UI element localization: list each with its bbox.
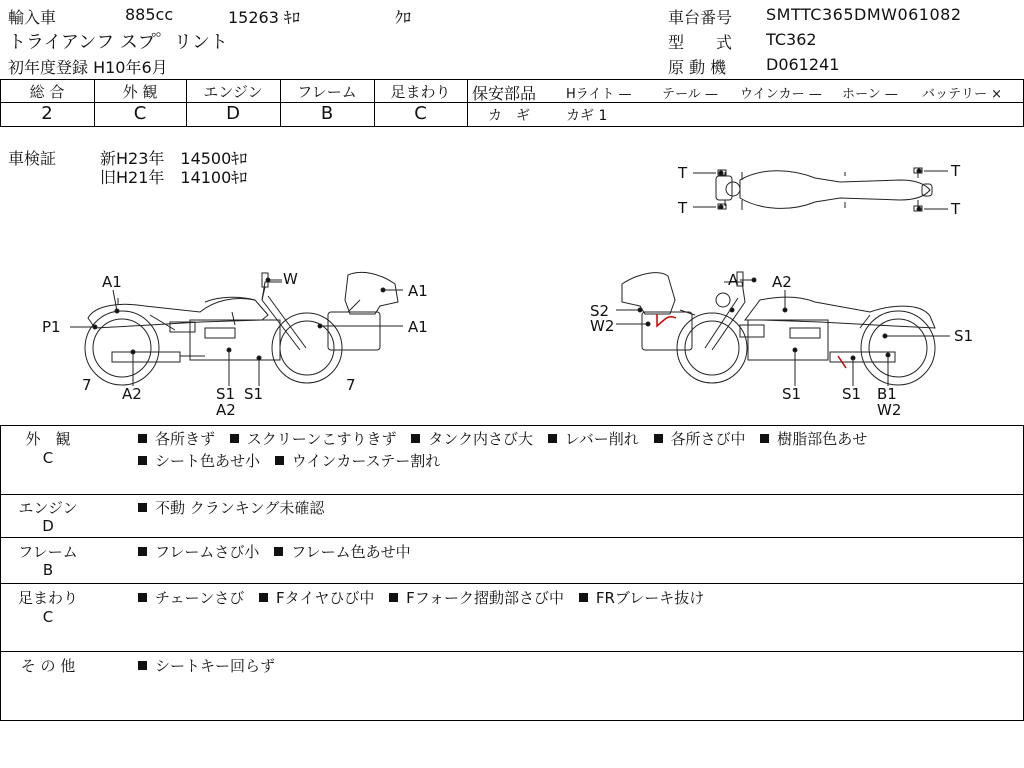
- key-label: カ ギ: [488, 108, 530, 124]
- inspection-old: 旧H21年 14100ｷﾛ: [100, 168, 248, 187]
- comment-item: 各所さび中: [670, 430, 746, 448]
- right-label-a2: A2: [772, 273, 792, 291]
- comment-item: 不動 クランキング未確認: [155, 499, 325, 517]
- comment-label-suspension: 足まわり: [17, 589, 78, 607]
- comment-item: タンク内さび大: [428, 430, 533, 448]
- top-label-t4: T: [951, 200, 961, 218]
- right-label-s1-rear: S1: [954, 327, 974, 345]
- comment-line-exterior-1: [138, 428, 877, 449]
- comment-item: シートキー回らず: [155, 657, 276, 675]
- right-label-s1-engine: S1: [782, 385, 802, 403]
- comment-item: シート色あせ小: [155, 452, 261, 470]
- comment-grade-engine: D: [42, 517, 54, 535]
- comment-item: Fタイヤひび中: [276, 589, 375, 607]
- engine-label: 原 動 機: [668, 58, 727, 77]
- left-label-s1-a: S1: [216, 385, 236, 403]
- inspection-new: 新H23年 14500ｷﾛ: [100, 149, 248, 168]
- type-label: 型 式: [668, 33, 733, 52]
- comment-grade-frame: B: [42, 561, 54, 579]
- left-label-a2-b: A2: [216, 401, 236, 419]
- comment-item: レバー削れ: [564, 430, 639, 448]
- grade-exterior: C: [133, 103, 147, 124]
- comment-label-other: そ の 他: [20, 657, 76, 675]
- inspection-label: 車検証: [8, 149, 57, 168]
- left-label-w: W: [283, 270, 298, 288]
- left-label-a1-cowl: A1: [408, 318, 428, 336]
- grade-suspension: C: [414, 103, 427, 124]
- comment-item: スクリーンこすりきず: [246, 430, 397, 448]
- grade-header-frame: フレーム: [297, 83, 357, 101]
- comment-item: 樹脂部色あせ: [777, 430, 868, 448]
- left-label-a2: A2: [122, 385, 142, 403]
- comment-item: フレームさび小: [155, 543, 260, 561]
- comment-label-engine: エンジン: [18, 499, 78, 517]
- color: ｸﾛ: [395, 8, 412, 27]
- top-label-t3: T: [951, 162, 961, 180]
- comment-line-exterior-2: [138, 450, 450, 471]
- left-label-p1: P1: [42, 318, 61, 336]
- comment-label-exterior: 外 観: [25, 430, 71, 448]
- comment-label-frame: フレーム: [18, 543, 78, 561]
- right-label-a: A: [728, 271, 739, 289]
- first-registration: 初年度登録 H10年6月: [8, 58, 168, 77]
- grade-header-exterior: 外 観: [122, 83, 158, 101]
- left-label-a1-seat: A1: [102, 273, 122, 291]
- comment-item: フレーム色あせ中: [291, 543, 411, 561]
- grade-header-engine: エンジン: [203, 83, 263, 101]
- comment-line-engine: [138, 497, 334, 518]
- grade-overall: 2: [41, 103, 53, 124]
- top-label-t2: T: [678, 199, 688, 217]
- comment-item: Fフォーク摺動部さび中: [406, 589, 565, 607]
- mileage: 15263 ｷﾛ: [228, 8, 300, 27]
- import-label: 輸入車: [8, 8, 57, 27]
- displacement: 885cc: [125, 5, 174, 24]
- comment-item: FRブレーキ抜け: [595, 589, 705, 607]
- comment-line-other: [138, 655, 285, 676]
- grade-header-suspension: 足まわり: [390, 83, 451, 101]
- safety-taillight: テール —: [662, 87, 718, 102]
- chassis-number: SMTTC365DMW061082: [766, 5, 962, 24]
- key-value: カギ 1: [566, 108, 608, 124]
- left-label-7-front: 7: [346, 376, 356, 394]
- safety-battery: バッテリー ×: [922, 87, 1003, 102]
- comment-grade-exterior: C: [42, 449, 54, 467]
- comment-line-suspension: [138, 587, 714, 608]
- safety-headlight: Hライト —: [566, 87, 632, 102]
- comment-item: 各所きず: [155, 430, 216, 448]
- chassis-label: 車台番号: [668, 8, 733, 27]
- grade-header-overall: 総 合: [29, 83, 65, 101]
- type-number: TC362: [766, 30, 817, 49]
- right-label-b1: B1: [877, 385, 897, 403]
- safety-winker: ウインカー —: [740, 87, 822, 102]
- engine-number: D061241: [766, 55, 840, 74]
- right-label-w2: W2: [590, 317, 615, 335]
- right-label-s2: S2: [590, 302, 610, 320]
- safety-label: 保安部品: [472, 84, 537, 103]
- model-name: トライアンフ スプ゜リント: [8, 32, 228, 53]
- left-label-7-rear: 7: [82, 376, 92, 394]
- grade-frame: B: [320, 103, 334, 124]
- comment-item: チェーンさび: [155, 589, 245, 607]
- right-label-s1-muffler: S1: [842, 385, 862, 403]
- top-label-t1: T: [678, 164, 688, 182]
- comment-line-frame: [138, 541, 421, 562]
- safety-horn: ホーン —: [842, 87, 898, 102]
- right-label-w2-b: W2: [877, 401, 902, 419]
- comment-item: ウインカーステー割れ: [291, 452, 441, 470]
- comment-grade-suspension: C: [42, 608, 54, 626]
- left-label-s1-b: S1: [244, 385, 264, 403]
- left-label-a1-screen: A1: [408, 282, 428, 300]
- grade-engine: D: [226, 103, 240, 124]
